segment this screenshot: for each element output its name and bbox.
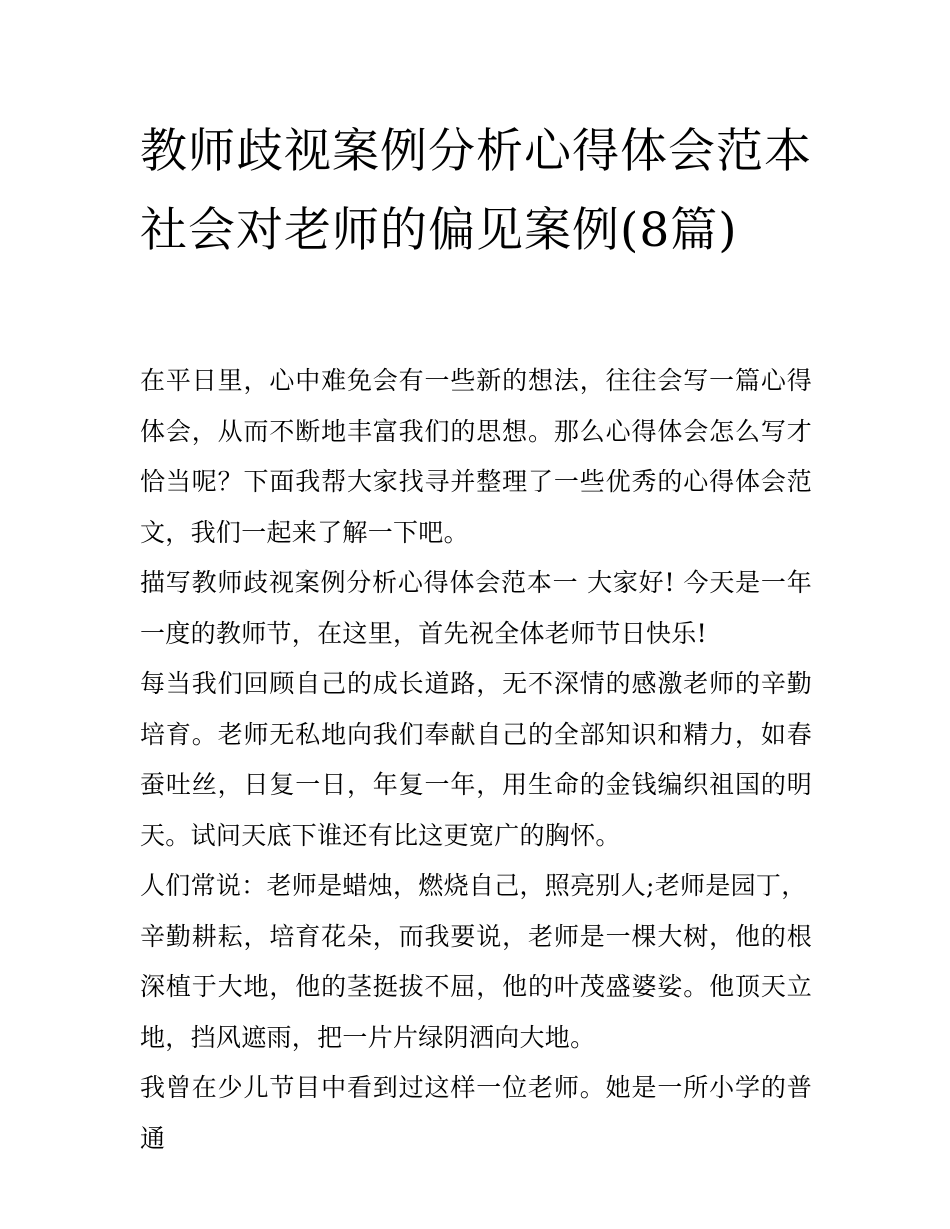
paragraph-candle: 人们常说：老师是蜡烛，燃烧自己，照亮别人;老师是园丁，: [140, 871, 807, 900]
paragraph-intro: 在平日里，心中难免会有一些新的想法，往往会写一篇心得体会，从而不断地丰富我们的思想。那么心得体会怎么写才恰当呢？下面我帮大家找寻并整理了一些优秀的心得体会范文，我们一起来了解一下吧。: [140, 366, 812, 547]
paragraph-gratitude: 每当我们回顾自己的成长道路，无不深情的感激老师的辛勤培育。老师无私地向我们奉献自己的全部知识和精力，如春蚕吐丝，日复一日，年复一年，用生命的金钱编织祖国的明天。试问天底下谁还有比这更宽广的胸怀。: [140, 669, 812, 850]
document-title: 教师歧视案例分析心得体会范本 社会对老师的偏见案例(8篇): [140, 124, 812, 258]
paragraph-story: 我曾在少儿节目中看到过这样一位老师。她是一所小学的普通: [140, 1073, 812, 1153]
paragraph-greeting: 描写教师歧视案例分析心得体会范本一 大家好! 今天是一年一度的教师节，在这里，首先祝全体老师节日快乐!: [140, 568, 812, 648]
paragraph-tree: 辛勤耕耘，培育花朵，而我要说，老师是一棵大树，他的根深植于大地，他的茎挺拔不屈，他的叶茂盛婆娑。他顶天立地，挡风遮雨，把一片片绿阴洒向大地。: [140, 921, 812, 1052]
document-body: [140, 356, 812, 1164]
